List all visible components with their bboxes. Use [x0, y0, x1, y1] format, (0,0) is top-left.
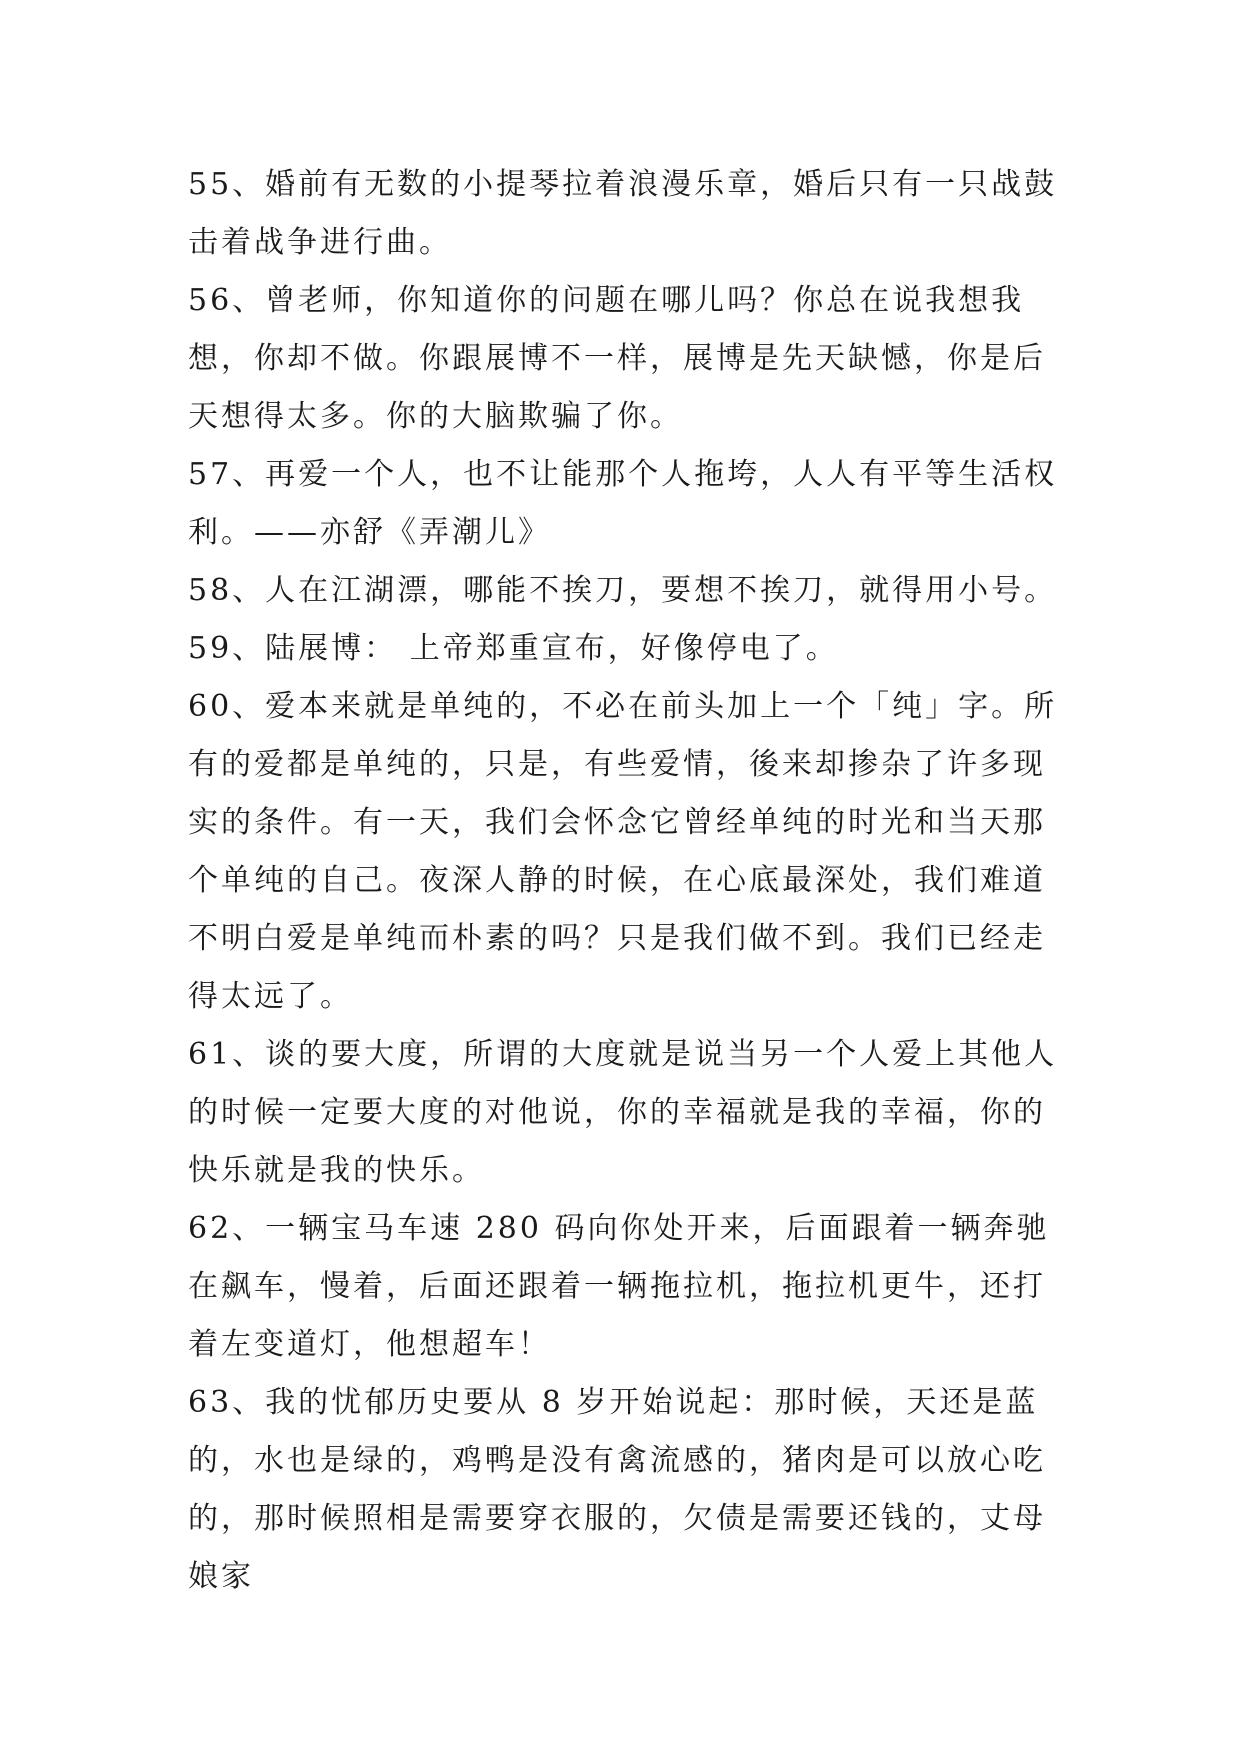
paragraph-55: 55、婚前有无数的小提琴拉着浪漫乐章，婚后只有一只战鼓击着战争进行曲。	[188, 167, 1058, 260]
paragraph-57: 57、再爱一个人，也不让能那个人拖垮，人人有平等生活权利。——亦舒《弄潮儿》	[188, 457, 1058, 550]
paragraph-61: 61、谈的要大度，所谓的大度就是说当另一个人爱上其他人的时候一定要大度的对他说，你的幸福就是我的幸福，你的快乐就是我的快乐。	[188, 1037, 1058, 1188]
paragraph-56: 56、曾老师，你知道你的问题在哪儿吗？你总在说我想我想，你却不做。你跟展博不一样，展博是先天缺憾，你是后天想得太多。你的大脑欺骗了你。	[188, 283, 1046, 434]
paragraph-59: 59、陆展博： 上帝郑重宣布，好像停电了。	[188, 631, 839, 666]
document-body	[188, 156, 1068, 1606]
paragraph-63: 63、我的忧郁历史要从 8 岁开始说起：那时候，天还是蓝的，水也是绿的，鸡鸭是没有禽流感的，猪肉是可以放心吃的，那时候照相是需要穿衣服的，欠债是需要还钱的，丈母娘家	[188, 1385, 1046, 1594]
paragraph-58: 58、人在江湖漂，哪能不挨刀，要想不挨刀，就得用小号。	[188, 573, 1058, 608]
paragraph-62: 62、一辆宝马车速 280 码向你处开来，后面跟着一辆奔驰在飙车，慢着，后面还跟着一辆拖拉机，拖拉机更牛，还打着左变道灯，他想超车！	[188, 1211, 1050, 1362]
paragraph-60: 60、爱本来就是单纯的，不必在前头加上一个「纯」字。所有的爱都是单纯的，只是，有些爱情，後来却掺杂了许多现实的条件。有一天，我们会怀念它曾经单纯的时光和当天那个单纯的自己。夜深人静的时候，在心底最深处，我们难道不明白爱是单纯而朴素的吗？只是我们做不到。我们已经走得太远了。	[188, 689, 1058, 1014]
